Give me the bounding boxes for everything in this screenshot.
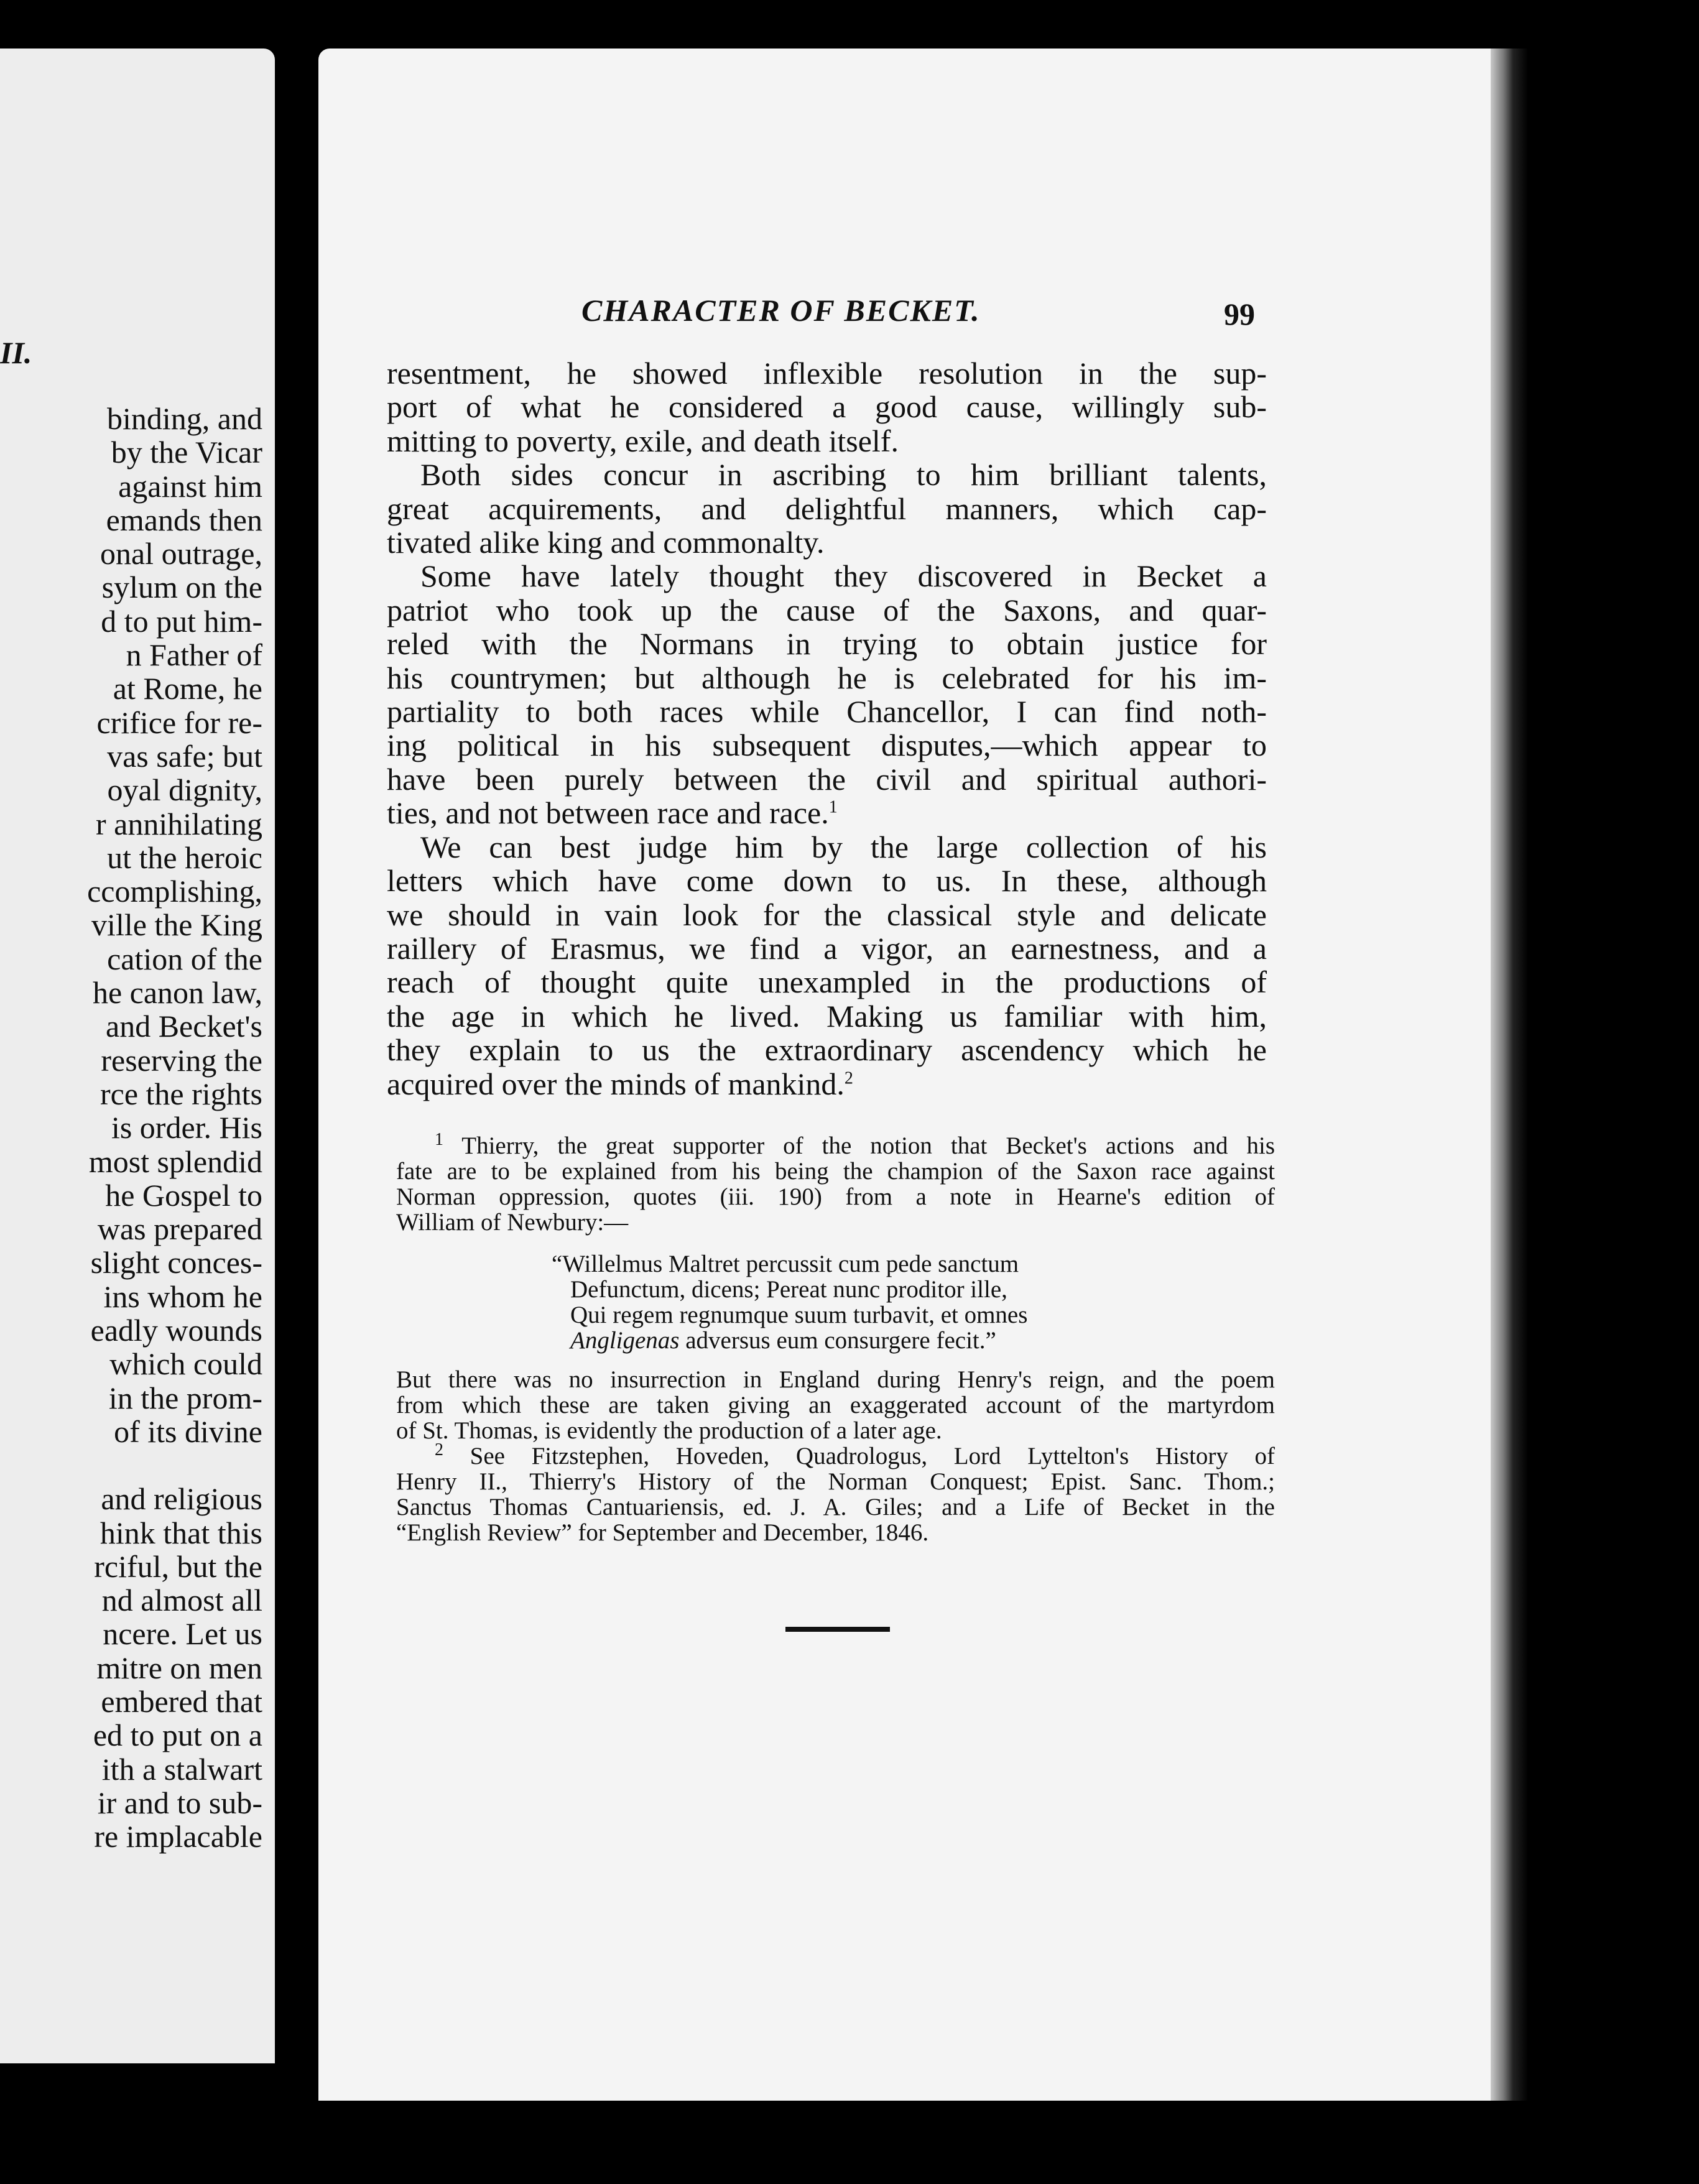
footnote-text: See Fitzstephen, Hoveden, Quadrologus, Lord Lyttelton's History of [470,1443,1275,1469]
left-text-line: reserving the [101,1042,262,1078]
body-line: mitting to poverty, exile, and death itself. [387,423,899,458]
footnote-2-line [396,1440,1275,1469]
left-text-line: ncere. Let us [103,1616,262,1652]
body-line: his countrymen; but although he is celebrated for his im- [387,660,1267,695]
left-text-line: embered that [101,1683,262,1719]
left-text-line: ccomplishing, [87,874,262,909]
body-line: patriot who took up the cause of the Saxons, and quar- [387,592,1267,627]
footnote-text: Thierry, the great supporter of the notion that Becket's actions and his [461,1132,1275,1159]
body-line: letters which have come down to us. In these, although [387,863,1267,899]
footnote-1-line [396,1130,1275,1159]
footnote-2-line: “English Review” for September and December, 1846. [396,1519,929,1546]
body-line: tivated alike king and commonalty. [387,525,825,560]
footnote-1-line: William of Newbury:— [396,1209,629,1236]
footnote-1-cont-line: from which these are taken giving an exaggerated account of the martyrdom [396,1392,1275,1418]
left-text-line: sylum on the [101,570,262,605]
chapter-end-rule [785,1627,890,1632]
left-text-line: and Becket's [106,1009,262,1044]
left-text-line: which could [109,1346,262,1382]
page-number: 99 [1224,297,1255,331]
left-text-line: rce the rights [100,1076,262,1111]
left-text-line: eadly wounds [90,1313,262,1348]
page-edge-shadow [1491,49,1528,2101]
left-text-line: ir and to sub- [97,1785,262,1820]
body-line: raillery of Erasmus, we find a vigor, an earnestness, and a [387,930,1267,966]
body-line-text: acquired over the minds of mankind. [387,1066,845,1101]
body-line: the age in which he lived. Making us familiar with him, [387,998,1267,1034]
left-text-line: cation of the [107,941,262,976]
footnote-1-line: Norman oppression, quotes (iii. 190) from a note in Hearne's edition of [396,1183,1275,1210]
footnote-1-cont-line: But there was no insurrection in England during Henry's reign, and the poem [396,1366,1275,1393]
left-text-line: he Gospel to [105,1177,262,1213]
footnote-1-cont-line: of St. Thomas, is evidently the production of a later age. [396,1417,942,1444]
left-running-head-fragment: II. [0,335,32,370]
footnotes [396,1130,1275,1546]
left-text-line: is order. His [111,1110,262,1145]
footnote-mark-2: 2 [435,1440,443,1460]
left-text-line: r annihilating [96,806,262,841]
body-line-with-note [387,1067,1267,1101]
body-line: We can best judge him by the large collection of his [420,829,1267,864]
body-line: ing political in his subsequent disputes,—which appear to [387,728,1267,763]
left-text-line: mitre on men [96,1650,262,1685]
left-text-line: onal outrage, [100,536,262,571]
footnote-2-line: Sanctus Thomas Cantuariensis, ed. J. A. Giles; and a Life of Becket in the [396,1494,1275,1520]
left-text-line: ins whom he [103,1279,262,1314]
left-text-line: at Rome, he [113,671,262,706]
left-text-line: ith a stalwart [101,1751,262,1787]
left-page [0,49,275,2063]
verse-line [552,1328,1275,1353]
left-text-line: nd almost all [101,1583,262,1618]
body-line: resentment, he showed inflexible resolution in the sup- [387,356,1267,391]
left-page-text [87,402,262,1853]
body-line: Some have lately thought they discovered in Becket a [420,558,1267,594]
body-line: partiality to both races while Chancellor, I can find noth- [387,694,1267,729]
body-line: port of what he considered a good cause, willingly sub- [387,389,1267,425]
verse-text: adversus eum consurgere fecit.” [679,1327,996,1354]
footnote-ref-1: 1 [828,797,838,817]
left-text-line: n Father of [126,637,262,673]
left-text-line: re implacable [94,1819,262,1854]
left-text-line: by the Vicar [111,435,262,470]
left-text-line: ville the King [91,907,262,943]
left-text-line: slight conces- [90,1245,262,1280]
left-text-line: d to put him- [101,603,262,639]
running-head: CHARACTER OF BECKET. [581,293,981,328]
left-text-line: rciful, but the [94,1548,262,1584]
verse-italic-word: Angligenas [570,1327,680,1354]
left-text-line: oyal dignity, [107,772,262,808]
body-line: have been purely between the civil and spiritual authori- [387,761,1267,797]
left-text-line: and religious [101,1481,262,1517]
left-text-line: of its divine [114,1414,262,1449]
verse-line: Qui regem regnumque suum turbavit, et omnes [570,1302,1028,1328]
left-text-line: most splendid [88,1144,262,1179]
footnote-ref-2: 2 [844,1068,853,1088]
body-line: great acquirements, and delightful manners, which cap- [387,491,1267,526]
left-text-line: against him [118,468,262,504]
latin-verse [552,1251,1275,1353]
verse-line: Defunctum, dicens; Pereat nunc proditor ille, [570,1276,1007,1303]
body-line-with-note [387,796,1267,830]
left-text-line: binding, and [107,401,262,436]
footnote-mark-1: 1 [435,1130,443,1149]
body-line: we should in vain look for the classical style and delicate [387,897,1267,932]
left-text-line: vas safe; but [107,738,262,774]
body-line-text: ties, and not between race and race. [387,795,829,831]
left-text-line: he canon law, [92,975,262,1011]
verse-line: “Willelmus Maltret percussit cum pede sanctum [552,1251,1019,1277]
left-text-line: hink that this [100,1515,262,1550]
left-text-line: crifice for re- [96,705,262,740]
left-text-line: was prepared [97,1211,262,1247]
body-line: Both sides concur in ascribing to him brilliant talents, [420,457,1267,493]
footnote-1-line: fate are to be explained from his being the champion of the Saxon race against [396,1158,1275,1185]
body-line: reled with the Normans in trying to obtain justice for [387,626,1267,662]
left-text-line: in the prom- [108,1380,262,1415]
body-text [387,356,1267,1101]
left-text-line: emands then [106,502,262,537]
footnote-2-line: Henry II., Thierry's History of the Norman Conquest; Epist. Sanc. Thom.; [396,1468,1275,1495]
left-text-line: ut the heroic [107,840,262,875]
body-line: they explain to us the extraordinary ascendency which he [387,1032,1267,1068]
left-text-line: ed to put on a [93,1718,262,1753]
body-line: reach of thought quite unexampled in the productions of [387,965,1267,1000]
